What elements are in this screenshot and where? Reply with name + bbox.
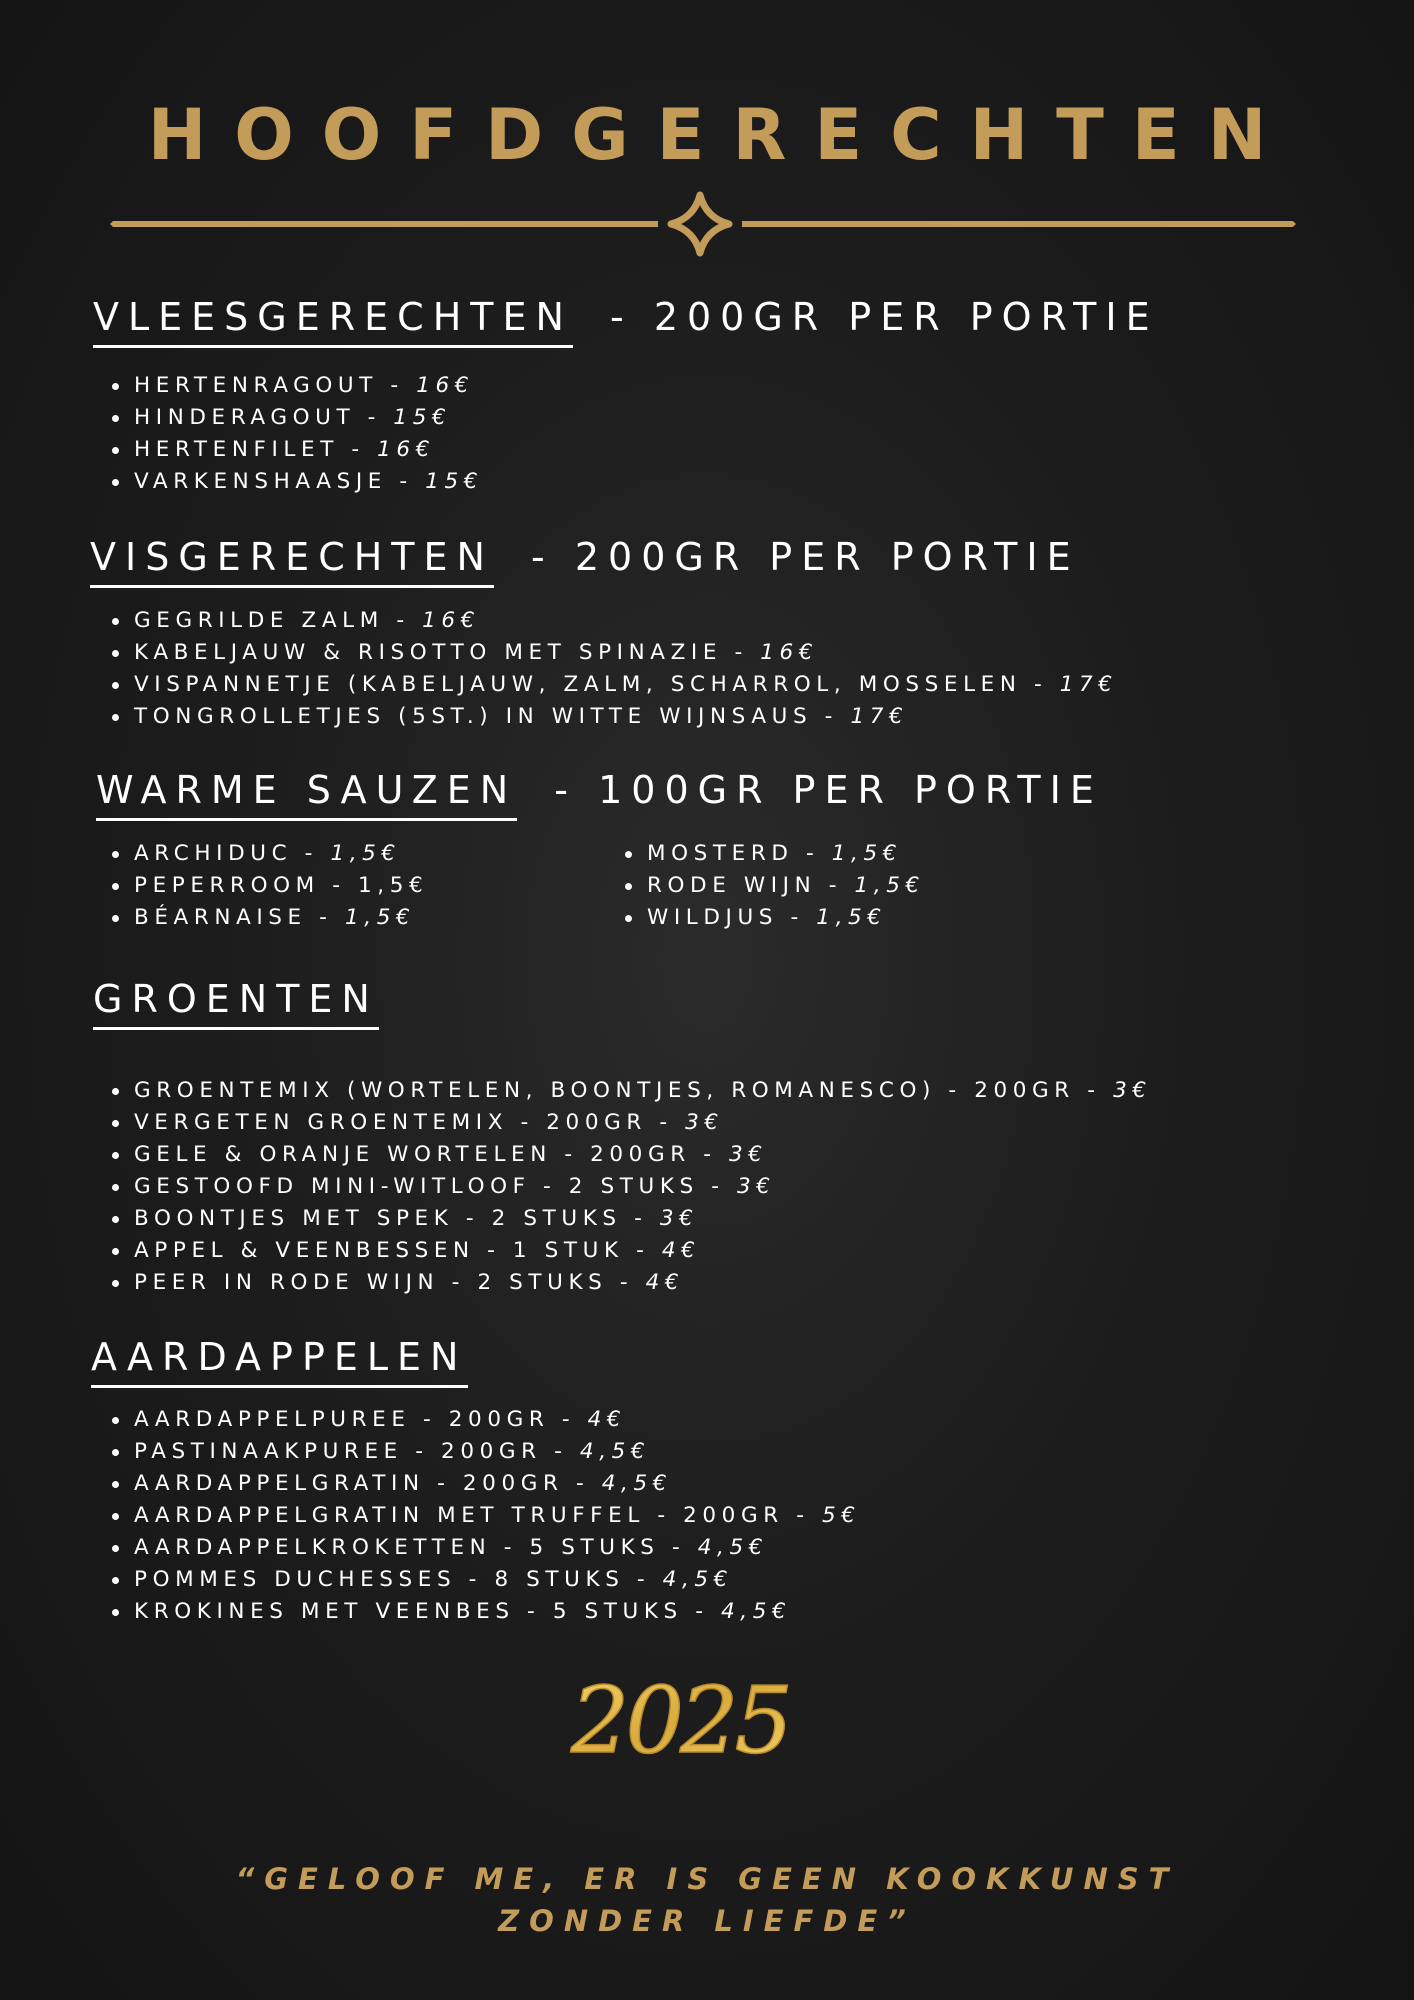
item-price: 4€: [587, 1407, 627, 1432]
item-name: GROENTEMIX (WORTELEN, BOONTJES, ROMANESCO) - 200GR -: [134, 1078, 1114, 1103]
list-item: [108, 402, 483, 434]
year-text: 2025: [570, 1667, 790, 1774]
section-heading: VLEESGERECHTEN: [93, 295, 573, 348]
list-item: [108, 1075, 1152, 1107]
item-price: 15€: [425, 469, 484, 494]
section-title-visgerechten: [90, 535, 1080, 579]
item-price: 1,5€: [358, 873, 429, 898]
section-title-warme-sauzen: [96, 768, 1103, 812]
quote: [0, 1858, 1414, 1942]
list-item: [108, 1267, 1152, 1299]
page-title: HOOFDGERECHTEN: [147, 94, 1295, 176]
item-price: 3€: [685, 1110, 724, 1135]
list-item: [108, 1532, 861, 1564]
item-name: PASTINAAKPUREE - 200GR -: [134, 1439, 580, 1464]
item-name: HINDERAGOUT -: [134, 405, 394, 430]
item-name: MOSTERD -: [647, 841, 832, 866]
item-name: TONGROLLETJES (5ST.) IN WITTE WIJNSAUS -: [134, 704, 851, 729]
item-name: KABELJAUW & RISOTTO MET SPINAZIE -: [134, 640, 761, 665]
item-price: 15€: [393, 405, 452, 430]
item-name: GESTOOFD MINI-WITLOOF - 2 STUKS -: [134, 1174, 738, 1199]
list-item: [108, 701, 1118, 733]
list-item: [108, 1404, 861, 1436]
four-point-star-icon: [671, 195, 729, 253]
aardappelen-list: [108, 1404, 861, 1628]
sauzen-list-right: [621, 838, 925, 934]
list-item: [108, 1500, 861, 1532]
section-portion: - 200GR PER PORTIE: [610, 295, 1159, 339]
item-name: KROKINES MET VEENBES - 5 STUKS -: [134, 1599, 722, 1624]
list-item: [108, 1171, 1152, 1203]
item-price: 4,5€: [662, 1567, 733, 1592]
item-price: 1,5€: [831, 841, 903, 866]
list-item: [108, 605, 1118, 637]
item-price: 16€: [760, 640, 819, 665]
item-name: APPEL & VEENBESSEN - 1 STUK -: [134, 1238, 662, 1263]
section-heading: WARME SAUZEN: [96, 768, 517, 821]
item-name: PEER IN RODE WIJN - 2 STUKS -: [134, 1270, 646, 1295]
list-item: [108, 1235, 1152, 1267]
list-item: [108, 902, 428, 934]
list-item: [108, 434, 483, 466]
sauzen-list-left: [108, 838, 428, 934]
item-name: POMMES DUCHESSES - 8 STUKS -: [134, 1567, 663, 1592]
year-script: [540, 1660, 820, 1780]
list-item: [108, 1564, 861, 1596]
item-name: RODE WIJN -: [647, 873, 855, 898]
item-price: 3€: [737, 1174, 776, 1199]
item-price: 4,5€: [697, 1535, 769, 1560]
item-price: 4,5€: [579, 1439, 651, 1464]
list-item: [108, 669, 1118, 701]
section-heading: GROENTEN: [93, 977, 379, 1030]
item-price: 16€: [422, 608, 480, 633]
vleesgerechten-list: [108, 370, 483, 498]
item-price: 1,5€: [330, 841, 401, 866]
list-item: [108, 1139, 1152, 1171]
item-name: ARCHIDUC -: [134, 841, 331, 866]
list-item: [621, 870, 925, 902]
section-heading: VISGERECHTEN: [90, 535, 494, 588]
item-price: 3€: [659, 1206, 699, 1231]
section-portion: - 100GR PER PORTIE: [554, 768, 1103, 812]
list-item: [108, 370, 483, 402]
item-price: 1,5€: [854, 873, 925, 898]
list-item: [108, 1436, 861, 1468]
section-title-vleesgerechten: [93, 295, 1159, 339]
item-name: AARDAPPELGRATIN MET TRUFFEL - 200GR -: [134, 1503, 822, 1528]
item-name: HERTENFILET -: [134, 437, 378, 462]
section-title-aardappelen: [91, 1335, 468, 1379]
item-name: VARKENSHAASJE -: [134, 469, 426, 494]
list-item: [108, 637, 1118, 669]
item-price: 1,5€: [816, 905, 887, 930]
item-price: 17€: [1059, 672, 1118, 697]
list-item: [108, 1107, 1152, 1139]
section-heading: AARDAPPELEN: [91, 1335, 468, 1388]
list-item: [108, 1203, 1152, 1235]
item-name: BOONTJES MET SPEK - 2 STUKS -: [134, 1206, 660, 1231]
groenten-list: [108, 1075, 1152, 1299]
item-price: 17€: [850, 704, 909, 729]
list-item: [621, 902, 925, 934]
ornamental-divider: [108, 190, 1298, 260]
section-portion: - 200GR PER PORTIE: [531, 535, 1080, 579]
item-price: 16€: [416, 373, 475, 398]
item-price: 3€: [1113, 1078, 1152, 1103]
item-name: VISPANNETJE (KABELJAUW, ZALM, SCHARROL, MOSSELEN -: [134, 672, 1060, 697]
section-title-groenten: [93, 977, 379, 1021]
item-name: HERTENRAGOUT -: [134, 373, 417, 398]
item-price: 3€: [729, 1142, 768, 1167]
item-name: PEPERROOM -: [134, 873, 358, 898]
item-name: WILDJUS -: [647, 905, 817, 930]
item-name: GELE & ORANJE WORTELEN - 200GR -: [134, 1142, 729, 1167]
item-name: AARDAPPELGRATIN - 200GR -: [134, 1471, 602, 1496]
item-price: 1,5€: [344, 905, 416, 930]
list-item: [108, 870, 428, 902]
item-name: BÉARNAISE -: [134, 905, 345, 930]
item-name: AARDAPPELPUREE - 200GR -: [134, 1407, 588, 1432]
item-price: 4,5€: [721, 1599, 792, 1624]
visgerechten-list: [108, 605, 1118, 733]
quote-line-1: “GELOOF ME, ER IS GEEN KOOKKUNST: [235, 1862, 1179, 1896]
item-price: 16€: [377, 437, 435, 462]
list-item: [108, 1468, 861, 1500]
item-price: 4€: [645, 1270, 685, 1295]
item-name: GEGRILDE ZALM -: [134, 608, 423, 633]
list-item: [621, 838, 925, 870]
quote-line-2: ZONDER LIEFDE”: [498, 1904, 916, 1938]
list-item: [108, 838, 428, 870]
list-item: [108, 1596, 861, 1628]
item-price: 5€: [821, 1503, 861, 1528]
item-name: AARDAPPELKROKETTEN - 5 STUKS -: [134, 1535, 698, 1560]
item-name: VERGETEN GROENTEMIX - 200GR -: [134, 1110, 686, 1135]
item-price: 4,5€: [601, 1471, 673, 1496]
list-item: [108, 466, 483, 498]
item-price: 4€: [661, 1238, 701, 1263]
